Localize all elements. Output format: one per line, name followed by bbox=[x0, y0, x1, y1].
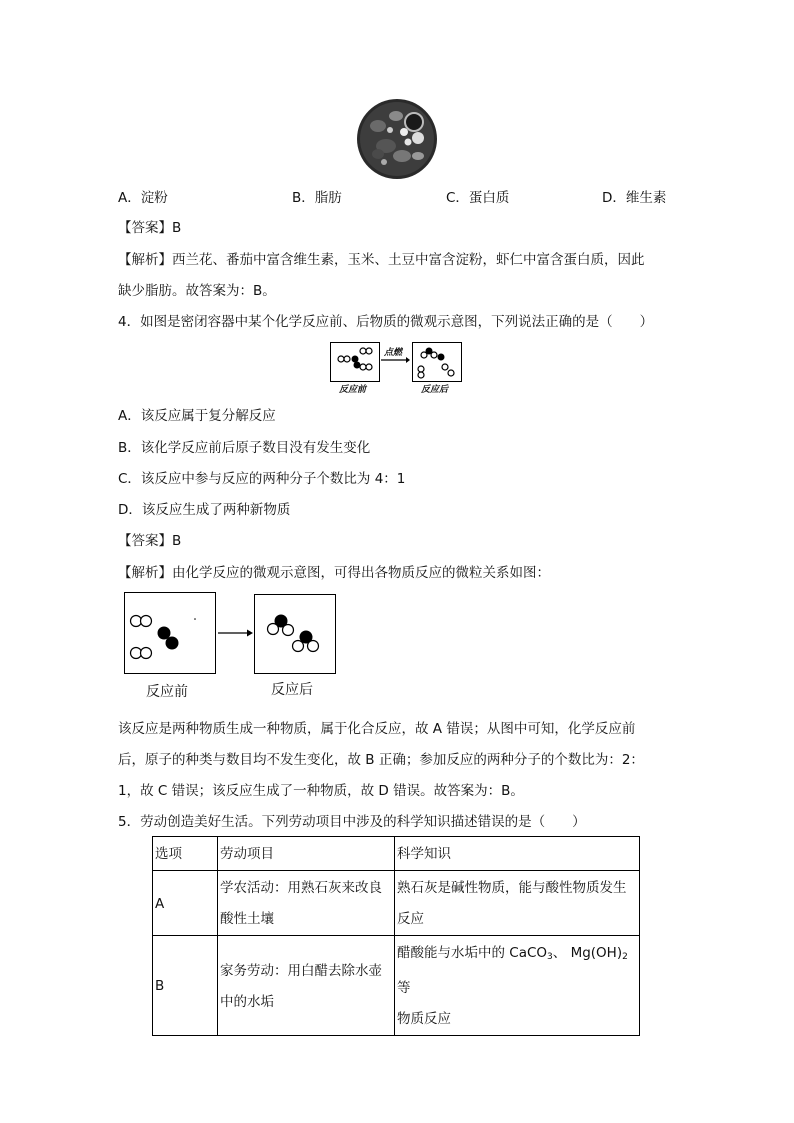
row-b-knowledge-line-1 bbox=[397, 938, 637, 1004]
small-diagram-after-label: 反应后 bbox=[421, 385, 449, 395]
row-a-knowledge-line-2: 反应 bbox=[397, 911, 424, 927]
table-row bbox=[153, 871, 640, 936]
caco3-subscript: 3 bbox=[547, 952, 553, 962]
q3-option-d: D．维生素 bbox=[602, 190, 667, 206]
q4-option-d: D．该反应生成了两种新物质 bbox=[118, 502, 291, 518]
food-plate-image bbox=[356, 98, 438, 180]
big-before-molecules bbox=[125, 593, 215, 673]
table-header-row bbox=[153, 837, 640, 871]
q5-stem: 5．劳动创造美好生活。下列劳动项目中涉及的科学知识描述错误的是（ ） bbox=[118, 814, 586, 830]
q3-answer: 【答案】B bbox=[118, 220, 182, 236]
small-before-molecules bbox=[331, 343, 379, 381]
row-a-project-line-1: 学农活动：用熟石灰来改良 bbox=[220, 880, 382, 896]
row-b-project-line-1: 家务劳动：用白醋去除水壶 bbox=[220, 962, 382, 979]
q4-option-a: A．该反应属于复分解反应 bbox=[118, 408, 276, 424]
q5-table bbox=[152, 836, 640, 1036]
row-a-knowledge-line-1: 熟石灰是碱性物质，能与酸性物质发生 bbox=[397, 880, 627, 896]
q4-answer: 【答案】B bbox=[118, 533, 182, 549]
row-b-project-line-2: 中的水垢 bbox=[220, 993, 274, 1010]
small-diagram-arrow-label: 点燃 bbox=[384, 348, 403, 358]
small-diagram-before-box bbox=[330, 342, 380, 382]
row-a-project bbox=[218, 871, 395, 936]
q3-analysis-line-2: 缺少脂肪。故答案为：B。 bbox=[118, 283, 276, 299]
small-after-molecules bbox=[413, 343, 461, 381]
q4-explain-line-3: 1，故 C 错误；该反应生成了一种物质，故 D 错误。故答案为：B。 bbox=[118, 783, 524, 799]
q3-option-a: A．淀粉 bbox=[118, 190, 168, 206]
big-diagram-after-box bbox=[254, 594, 336, 674]
big-diagram-before-box bbox=[124, 592, 216, 674]
table-row bbox=[153, 936, 640, 1036]
big-diagram-arrow-icon bbox=[217, 628, 253, 638]
row-b-knowledge-line-2: 物质反应 bbox=[397, 1011, 451, 1027]
row-a-label: A bbox=[153, 871, 218, 936]
row-b-label: B bbox=[153, 936, 218, 1036]
row-b-knowledge-text-c: 等 bbox=[397, 980, 411, 996]
big-after-molecules bbox=[255, 595, 335, 673]
q4-analysis-intro: 【解析】由化学反应的微观示意图，可得出各物质反应的微粒关系如图： bbox=[118, 565, 550, 581]
row-b-project bbox=[218, 936, 395, 1036]
q4-explain-line-2: 后，原子的种类与数目均不发生变化，故 B 正确；参加反应的两种分子的个数比为：2： bbox=[118, 752, 644, 768]
big-diagram-before-label: 反应前 bbox=[146, 684, 188, 700]
row-b-knowledge-text-b: 、 Mg(OH) bbox=[552, 945, 623, 961]
row-a-project-line-2: 酸性土壤 bbox=[220, 911, 274, 927]
header-project: 劳动项目 bbox=[218, 837, 395, 871]
q4-explain-line-1: 该反应是两种物质生成一种物质，属于化合反应，故 A 错误；从图中可知，化学反应前 bbox=[118, 721, 636, 737]
row-b-knowledge bbox=[395, 936, 640, 1036]
q3-option-b: B．脂肪 bbox=[292, 190, 342, 206]
q4-option-b: B．该化学反应前后原子数目没有发生变化 bbox=[118, 440, 371, 456]
mgoh2-subscript: 2 bbox=[622, 952, 628, 962]
q4-option-c: C．该反应中参与反应的两种分子个数比为 4：1 bbox=[118, 471, 406, 487]
header-knowledge: 科学知识 bbox=[395, 837, 640, 871]
big-diagram-after-label: 反应后 bbox=[271, 682, 313, 698]
q3-option-c: C．蛋白质 bbox=[446, 190, 510, 206]
q3-analysis-line-1: 【解析】西兰花、番茄中富含维生素，玉米、土豆中富含淀粉，虾仁中富含蛋白质，因此 bbox=[118, 252, 645, 268]
small-diagram-arrow-icon bbox=[380, 356, 410, 364]
row-b-knowledge-text-a: 醋酸能与水垢中的 CaCO bbox=[397, 945, 548, 961]
small-diagram-before-label: 反应前 bbox=[339, 385, 367, 395]
header-option: 选项 bbox=[153, 837, 218, 871]
row-a-knowledge bbox=[395, 871, 640, 936]
q4-stem: 4．如图是密闭容器中某个化学反应前、后物质的微观示意图，下列说法正确的是（ ） bbox=[118, 314, 654, 330]
small-diagram-after-box bbox=[412, 342, 462, 382]
